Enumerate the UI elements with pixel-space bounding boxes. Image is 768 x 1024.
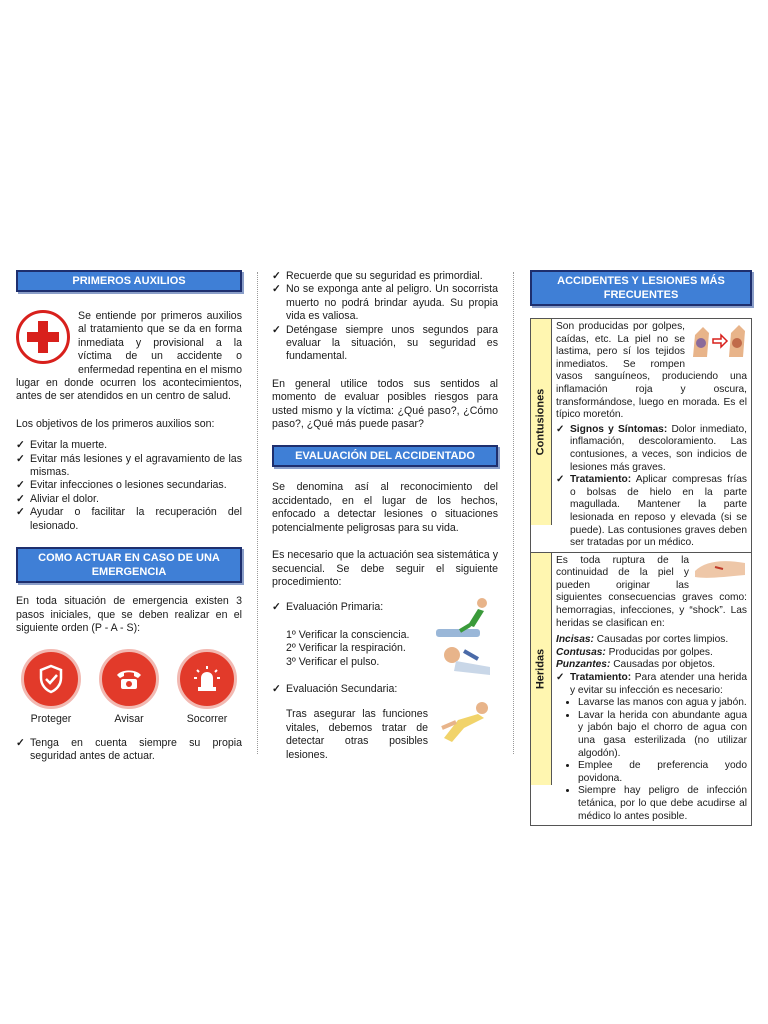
column-primeros-auxilios bbox=[16, 270, 242, 764]
list-item bbox=[556, 647, 747, 660]
section-title-como-actuar: COMO ACTUAR EN CASO DE UNA EMERGENCIA bbox=[16, 547, 242, 583]
column-divider-1 bbox=[257, 272, 258, 754]
list-item: ✓ Aliviar el dolor. bbox=[16, 493, 242, 506]
wound-type-text: Causadas por cortes limpios. bbox=[596, 634, 729, 646]
row-label-cell bbox=[531, 319, 552, 525]
heridas-bullets bbox=[556, 697, 747, 823]
section-title-primeros-auxilios: PRIMEROS AUXILIOS bbox=[16, 270, 242, 292]
list-item bbox=[556, 474, 747, 550]
wound-type-text: Producidas por golpes. bbox=[608, 646, 713, 658]
step-label: Avisar bbox=[114, 713, 144, 726]
table-row-contusiones bbox=[531, 319, 751, 553]
list-item bbox=[556, 659, 747, 672]
list-item: ✓ Evitar la muerte. bbox=[16, 439, 242, 452]
contusiones-cell bbox=[552, 319, 751, 552]
list-item bbox=[556, 672, 747, 697]
procedure-text: Es necesario que la actuación sea sistemática y secuencial. Se debe seguir el siguiente procedimiento: bbox=[272, 549, 498, 588]
step-label: Proteger bbox=[30, 713, 72, 726]
objectives-title: Los objetivos de los primeros auxilios son: bbox=[16, 417, 215, 430]
safety-tips-list bbox=[272, 270, 498, 364]
wound-type-name: Punzantes: bbox=[556, 659, 611, 671]
secondary-text: Tras asegurar las funciones vitales, debemos tratar de detectar otras posibles lesiones. bbox=[286, 708, 428, 761]
column-divider-2 bbox=[513, 272, 514, 754]
list-item: • Siempre hay peligro de infección tetánica, por lo que debe acudirse al médico lo antes posible. bbox=[578, 785, 747, 823]
step-socorrer bbox=[176, 649, 238, 726]
treatment-text: Aplicar compresas frías o bolsas de hielo en la parte magullada. Mantener la parte lesionada en reposo y elevada (si se puede). Las contusiones graves deben ser tratadas por un médico. bbox=[570, 474, 747, 549]
emergency-text: En toda situación de emergencia existen 3 pasos iniciales, que se deben realizar en el siguiente orden (P - A - S): bbox=[16, 595, 242, 634]
alarm-light-icon bbox=[177, 649, 237, 709]
section-title-accidentes: ACCIDENTES Y LESIONES MÁS FRECUENTES bbox=[530, 270, 752, 306]
list-item: ✓ Evitar más lesiones y el agravamiento de las mismas. bbox=[16, 453, 242, 480]
intro-block bbox=[16, 310, 242, 404]
row-label-cell bbox=[531, 553, 552, 785]
list-item: ✓ Ayudar o facilitar la recuperación del lesionado. bbox=[16, 506, 242, 533]
final-tip-list bbox=[16, 737, 242, 764]
shield-icon bbox=[21, 649, 81, 709]
table-row-heridas bbox=[531, 553, 751, 825]
general-text: En general utilice todos sus sentidos al momento de evaluar posibles riesgos para usted mismo y la víctima: ¿Qué paso?, ¿Cómo paso?, ¿Qué más puede pasar? bbox=[272, 377, 498, 431]
section-title-evaluacion: EVALUACIÓN DEL ACCIDENTADO bbox=[272, 445, 498, 467]
primary-evaluation bbox=[272, 601, 498, 614]
signs-text: Dolor inmediato, inflamación, descoloramiento. Las contusiones, a veces, son indicios de lesiones más graves. bbox=[570, 423, 747, 473]
primary-step: 3º Verificar el pulso. bbox=[286, 655, 380, 668]
list-item bbox=[556, 634, 747, 647]
contusiones-desc: Son producidas por golpes, caídas, etc. La piel no se lastima, pero sí los tejidos inmediatos. Se rompen vasos sanguíneos, produciendo una inflamación roja y oscura, transformándose, luego en morada. Es el típico moretón. bbox=[556, 321, 747, 421]
wound-type-text: Causadas por objetos. bbox=[613, 659, 716, 671]
wounded-arm-illustration-icon bbox=[693, 555, 747, 581]
treatment-text: Para atender una herida y evitar su infección es necesario: bbox=[570, 672, 747, 696]
list-item: ✓ Evitar infecciones o lesiones secundarias. bbox=[16, 479, 242, 492]
wound-type-name: Contusas: bbox=[556, 646, 606, 658]
heridas-desc: Es toda ruptura de la continuidad de la piel y pueden originar las siguientes consecuencias graves como: hemorragias, infecciones, y “shock”. Las heridas se clasifican en: bbox=[556, 554, 747, 629]
treatment-label: Tratamiento: bbox=[570, 672, 632, 684]
step-proteger bbox=[20, 649, 82, 726]
injuries-table bbox=[530, 318, 752, 826]
row-label: Heridas bbox=[534, 648, 547, 689]
definition-text: Se denomina así al reconocimiento del accidentado, en el lugar de los hechos, enfocado a detectar lesiones o situaciones potencialmente peligrosas para su vida. bbox=[272, 481, 498, 534]
signs-label: Signos y Síntomas: bbox=[570, 423, 668, 435]
list-item: • Emplee de preferencia yodo povidona. bbox=[578, 760, 747, 785]
primary-step: 1º Verificar la consciencia. bbox=[286, 628, 410, 641]
list-item: ✓ No se exponga ante al peligro. Un socorrista muerto no podrá brindar ayuda. Su propia vida es valiosa. bbox=[272, 283, 498, 323]
primary-step: 2º Verificar la respiración. bbox=[286, 642, 406, 655]
list-item bbox=[556, 424, 747, 474]
primary-label: ✓ Evaluación Primaria: bbox=[272, 601, 498, 614]
intro-text: Se entiende por primeros auxilios al tratamiento que se da en forma inmediata y provisional a la víctima de un accidente o enfermedad repentina en el mismo lugar en donde ocurren los acontecimientos, antes de ser atendidos en un centro de salud. bbox=[16, 310, 242, 403]
wound-type-name: Incisas: bbox=[556, 634, 594, 646]
treatment-label: Tratamiento: bbox=[570, 474, 632, 486]
objectives-list bbox=[16, 439, 242, 533]
row-label: Contusiones bbox=[534, 388, 547, 456]
pas-steps bbox=[16, 649, 242, 726]
list-item: • Lavar la herida con abundante agua y jabón bajo el chorro de agua con una gasa esterilizada (no utilizar algodón). bbox=[578, 710, 747, 760]
bruised-hands-illustration-icon bbox=[689, 321, 747, 361]
red-cross-icon bbox=[16, 310, 70, 364]
list-item: ✓ Tenga en cuenta siempre su propia seguridad antes de actuar. bbox=[16, 737, 242, 764]
column-accidentes bbox=[530, 270, 752, 826]
step-label: Socorrer bbox=[186, 713, 228, 726]
list-item: • Lavarse las manos con agua y jabón. bbox=[578, 697, 747, 710]
column-evaluacion bbox=[272, 270, 498, 762]
list-item: ✓ Deténgase siempre unos segundos para evaluar la situación, su seguridad es fundamental. bbox=[272, 324, 498, 364]
breathing-check-illustration-icon bbox=[434, 641, 496, 681]
heridas-cell bbox=[552, 553, 751, 825]
contusiones-details bbox=[556, 424, 747, 550]
heridas-treatment bbox=[556, 672, 747, 697]
step-avisar bbox=[98, 649, 160, 726]
wound-types bbox=[556, 634, 747, 672]
secondary-evaluation bbox=[272, 683, 498, 696]
secondary-block bbox=[272, 708, 498, 762]
phone-icon bbox=[99, 649, 159, 709]
list-item: ✓ Recuerde que su seguridad es primordial. bbox=[272, 270, 498, 283]
secondary-label: ✓ Evaluación Secundaria: bbox=[272, 683, 498, 696]
injured-person-illustration-icon bbox=[434, 698, 496, 744]
evaluation-steps bbox=[272, 601, 498, 762]
